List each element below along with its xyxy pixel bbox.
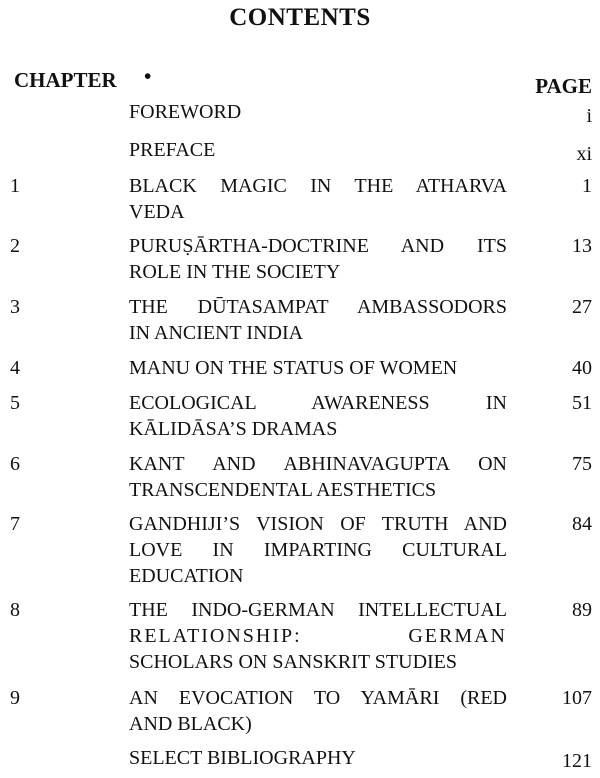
- entry-title: [129, 745, 507, 771]
- page-number: i: [586, 105, 592, 127]
- page-number: 89: [572, 599, 592, 621]
- entry-title-line: LOVE IN IMPARTING CULTURAL: [129, 539, 507, 561]
- entry-title-line: PREFACE: [129, 139, 216, 161]
- page-number: 84: [572, 513, 592, 535]
- entry-title: [129, 451, 507, 503]
- page-number: 1: [582, 175, 592, 197]
- chapter-column-header: CHAPTER: [14, 68, 117, 92]
- entry-title-line: THE DŪTASAMPAT AMBASSODORS: [129, 296, 507, 318]
- page-number: xi: [576, 143, 592, 165]
- entry-title-line: AND BLACK): [129, 713, 252, 735]
- entry-title: [129, 597, 507, 675]
- page-number: 27: [572, 296, 592, 318]
- entry-title: [129, 511, 507, 589]
- page-number: 13: [572, 235, 592, 257]
- entry-title-line: THE INDO-GERMAN INTELLECTUAL: [129, 599, 507, 621]
- page-number: 40: [572, 357, 592, 379]
- entry-title-line: TRANSCENDENTAL AESTHETICS: [129, 479, 437, 501]
- entry-title: [129, 173, 507, 225]
- entry-title: [129, 294, 507, 346]
- entry-title: [129, 390, 507, 442]
- entry-title-line: EDUCATION: [129, 565, 244, 587]
- entry-title-line: SELECT BIBLIOGRAPHY: [129, 747, 356, 769]
- bullet-mark: •: [144, 64, 152, 88]
- entry-title-line: SCHOLARS ON SANSKRIT STUDIES: [129, 651, 458, 673]
- page-column-header: PAGE: [535, 74, 592, 98]
- chapter-number: 8: [10, 599, 20, 621]
- chapter-number: 6: [10, 453, 20, 475]
- entry-title: [129, 355, 507, 381]
- chapter-number: 9: [10, 687, 20, 709]
- entry-title: [129, 685, 507, 737]
- page-number: 51: [572, 392, 592, 414]
- entry-title-line: VEDA: [129, 201, 185, 223]
- entry-title-line: AN EVOCATION TO YAMĀRI (RED: [129, 687, 507, 709]
- entry-title: [129, 233, 507, 285]
- entry-title-line: RELATIONSHIP: GERMAN: [129, 625, 507, 647]
- chapter-number: 3: [10, 296, 20, 318]
- page-number: 121: [562, 750, 592, 772]
- entry-title-line: FOREWORD: [129, 101, 242, 123]
- entry-title-line: KĀLIDĀSA’S DRAMAS: [129, 418, 338, 440]
- entry-title: [129, 137, 507, 163]
- chapter-number: 2: [10, 235, 20, 257]
- chapter-number: 1: [10, 175, 20, 197]
- entry-title-line: MANU ON THE STATUS OF WOMEN: [129, 357, 458, 379]
- chapter-number: 4: [10, 357, 20, 379]
- chapter-number: 7: [10, 513, 20, 535]
- entry-title-line: KANT AND ABHINAVAGUPTA ON: [129, 453, 507, 475]
- entry-title-line: ECOLOGICAL AWARENESS IN: [129, 392, 507, 414]
- chapter-number: 5: [10, 392, 20, 414]
- entry-title-line: ROLE IN THE SOCIETY: [129, 261, 341, 283]
- entry-title-line: BLACK MAGIC IN THE ATHARVA: [129, 175, 507, 197]
- entry-title-line: IN ANCIENT INDIA: [129, 322, 304, 344]
- entry-title-line: GANDHIJI’S VISION OF TRUTH AND: [129, 513, 507, 535]
- entry-title-line: PURUṢĀRTHA-DOCTRINE AND ITS: [129, 235, 507, 257]
- page-number: 75: [572, 453, 592, 475]
- entry-title: [129, 99, 507, 125]
- page-number: 107: [562, 687, 592, 709]
- page-title: CONTENTS: [229, 4, 371, 31]
